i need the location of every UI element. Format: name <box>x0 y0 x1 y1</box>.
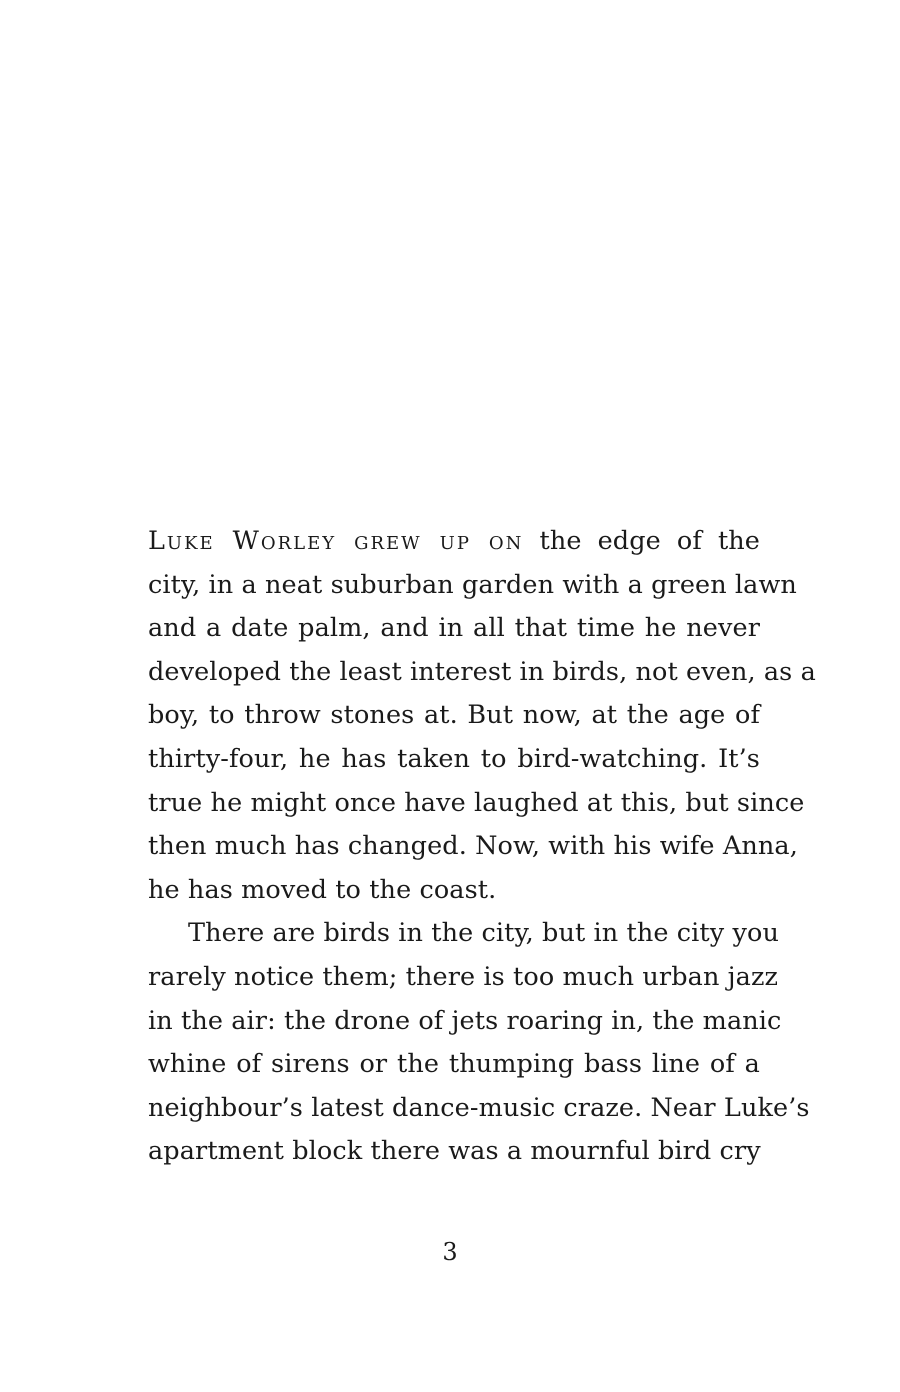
text-line: apartment block there was a mournful bird cry <box>148 1136 761 1167</box>
text-line: neighbour’s latest dance-music craze. Near Luke’s <box>148 1092 810 1123</box>
text-line: city, in a neat suburban garden with a green lawn <box>148 569 797 600</box>
text-line: in the air: the drone of jets roaring in, the manic <box>148 1005 782 1036</box>
opening-line <box>148 520 760 564</box>
text-line: developed the least interest in birds, not even, as a <box>148 656 816 687</box>
text-line: whine of sirens or the thumping bass line of a <box>148 1049 760 1080</box>
text-line: There are birds in the city, but in the city you <box>188 918 779 949</box>
page-number: 3 <box>442 1238 458 1266</box>
opening-smallcaps: Luke Worley grew up on <box>148 526 524 556</box>
opening-rest: the edge of the <box>523 526 760 556</box>
text-line: rarely notice them; there is too much urban jazz <box>148 961 779 992</box>
text-line: and a date palm, and in all that time he never <box>148 613 760 644</box>
text-line: boy, to throw stones at. But now, at the age of <box>148 700 760 731</box>
text-line: true he might once have laughed at this, but since <box>148 787 805 818</box>
text-line: thirty-four, he has taken to bird-watching. It’s <box>148 743 760 774</box>
text-line: he has moved to the coast. <box>148 874 497 905</box>
text-line: then much has changed. Now, with his wife Anna, <box>148 831 798 862</box>
body-text <box>148 520 816 1174</box>
